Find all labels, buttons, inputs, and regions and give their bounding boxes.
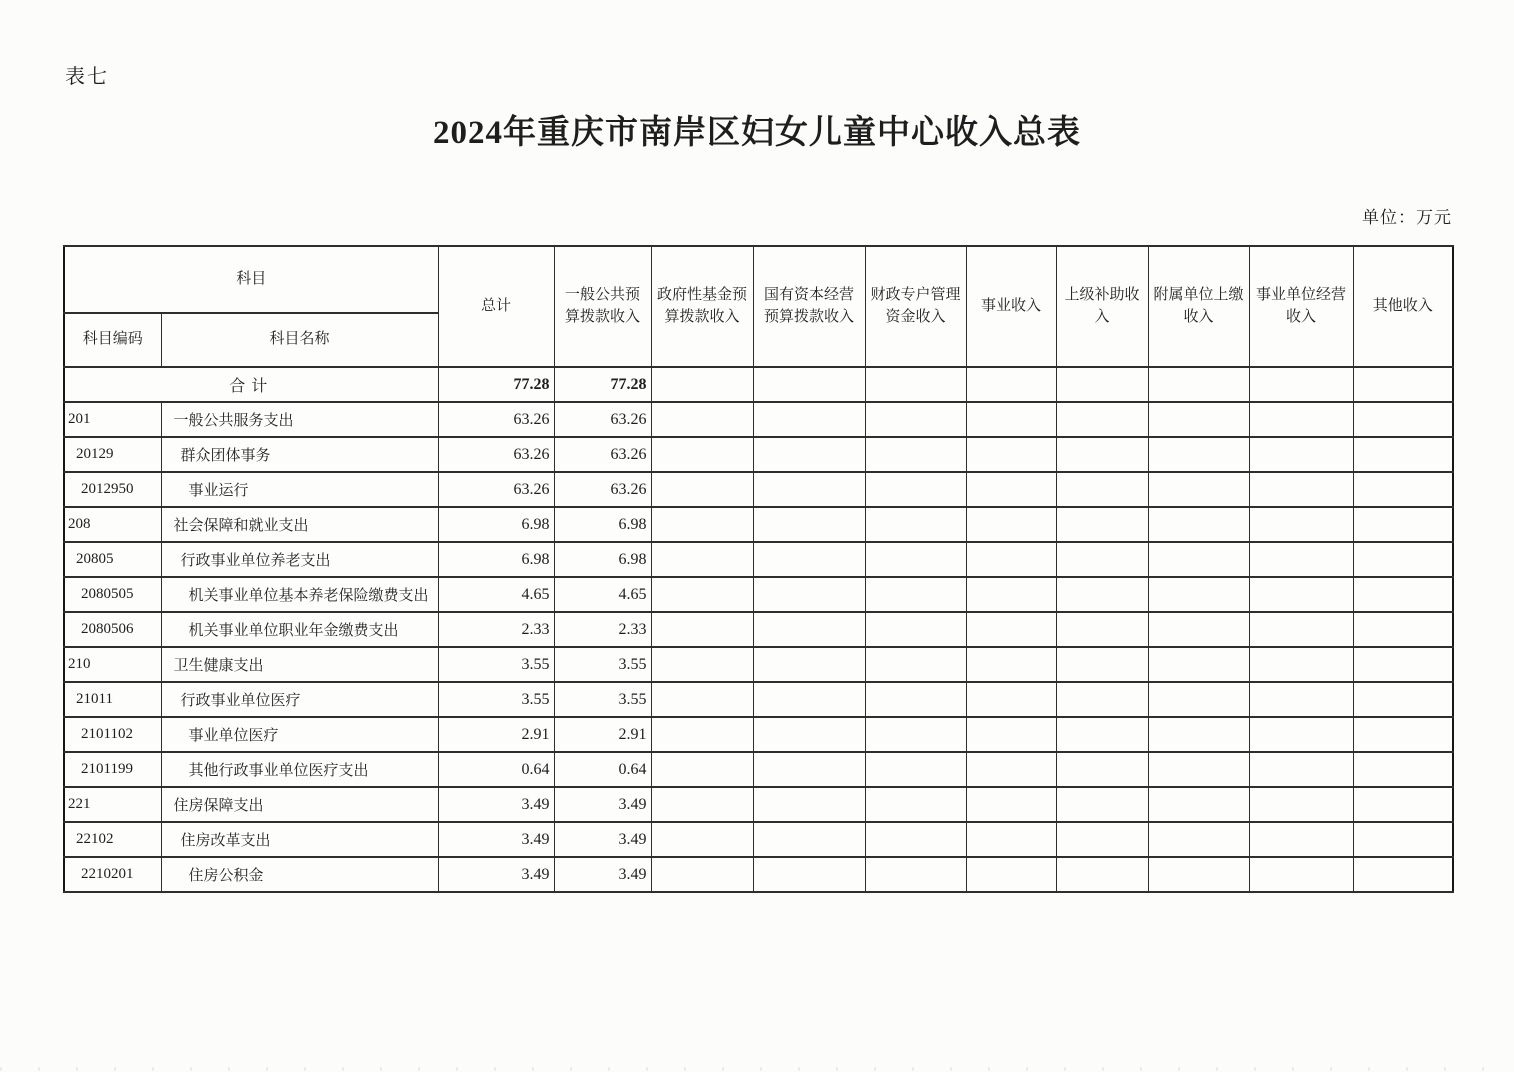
value-cell	[1056, 472, 1148, 507]
subject-code-cell: 210	[64, 647, 161, 682]
value-cell: 2.91	[554, 717, 651, 752]
header-col-state-capital: 国有资本经营预算拨款收入	[753, 246, 865, 367]
header-subject-group: 科目	[64, 246, 438, 313]
value-cell	[1148, 402, 1249, 437]
table-row	[64, 472, 1453, 507]
value-cell	[651, 577, 753, 612]
subject-name-cell: 机关事业单位职业年金缴费支出	[161, 612, 438, 647]
header-col-affiliated-units: 附属单位上缴收入	[1148, 246, 1249, 367]
value-cell	[1249, 647, 1353, 682]
value-cell	[1056, 752, 1148, 787]
subject-code-cell: 22102	[64, 822, 161, 857]
value-cell: 63.26	[554, 402, 651, 437]
value-cell	[1056, 822, 1148, 857]
value-cell	[753, 507, 865, 542]
value-cell	[1148, 507, 1249, 542]
value-cell	[966, 542, 1056, 577]
subject-name-cell: 住房改革支出	[161, 822, 438, 857]
value-cell	[753, 612, 865, 647]
table-row	[64, 717, 1453, 752]
value-cell	[1056, 437, 1148, 472]
value-cell	[1249, 577, 1353, 612]
value-cell	[966, 647, 1056, 682]
total-value-cell	[753, 367, 865, 402]
table-row	[64, 542, 1453, 577]
header-col-business-operating: 事业单位经营收入	[1249, 246, 1353, 367]
unit-note: 单位：万元	[1362, 208, 1452, 227]
value-cell	[1249, 857, 1353, 892]
total-value-cell	[1353, 367, 1453, 402]
value-cell	[753, 437, 865, 472]
value-cell	[651, 472, 753, 507]
value-cell: 6.98	[554, 507, 651, 542]
value-cell	[966, 437, 1056, 472]
value-cell	[865, 682, 966, 717]
value-cell	[1056, 787, 1148, 822]
value-cell	[1353, 542, 1453, 577]
value-cell	[865, 437, 966, 472]
value-cell	[966, 752, 1056, 787]
subject-name-cell: 机关事业单位基本养老保险缴费支出	[161, 577, 438, 612]
subject-code-cell: 208	[64, 507, 161, 542]
value-cell	[1056, 402, 1148, 437]
value-cell	[1148, 822, 1249, 857]
value-cell	[1249, 507, 1353, 542]
value-cell	[865, 787, 966, 822]
value-cell	[966, 507, 1056, 542]
value-cell	[651, 717, 753, 752]
value-cell: 3.55	[554, 682, 651, 717]
value-cell: 3.55	[438, 647, 554, 682]
value-cell	[1148, 717, 1249, 752]
value-cell	[966, 472, 1056, 507]
page-title: 2024年重庆市南岸区妇女儿童中心收入总表	[433, 115, 1081, 151]
value-cell	[1249, 437, 1353, 472]
value-cell	[753, 752, 865, 787]
value-cell	[1056, 507, 1148, 542]
subject-code-cell: 2101102	[64, 717, 161, 752]
value-cell	[966, 717, 1056, 752]
value-cell	[966, 682, 1056, 717]
value-cell	[1249, 717, 1353, 752]
value-cell	[1353, 717, 1453, 752]
header-col-fiscal-account: 财政专户管理资金收入	[865, 246, 966, 367]
value-cell	[1353, 752, 1453, 787]
value-cell	[1148, 577, 1249, 612]
value-cell: 3.49	[554, 857, 651, 892]
value-cell	[865, 577, 966, 612]
value-cell	[1353, 577, 1453, 612]
subject-name-cell: 群众团体事务	[161, 437, 438, 472]
header-subject-name: 科目名称	[161, 313, 438, 367]
value-cell: 6.98	[438, 507, 554, 542]
value-cell	[1148, 752, 1249, 787]
value-cell	[651, 787, 753, 822]
header-col-total: 总计	[438, 246, 554, 367]
table-body	[64, 367, 1453, 892]
value-cell	[753, 402, 865, 437]
table-total-row	[64, 367, 1453, 402]
value-cell	[865, 647, 966, 682]
subject-code-cell: 2012950	[64, 472, 161, 507]
subject-name-cell: 卫生健康支出	[161, 647, 438, 682]
value-cell	[966, 577, 1056, 612]
value-cell	[651, 612, 753, 647]
subject-name-cell: 事业运行	[161, 472, 438, 507]
value-cell	[1353, 472, 1453, 507]
value-cell: 3.49	[554, 822, 651, 857]
value-cell	[865, 822, 966, 857]
value-cell	[651, 752, 753, 787]
income-summary-table	[63, 245, 1454, 893]
table-row	[64, 752, 1453, 787]
subject-name-cell: 一般公共服务支出	[161, 402, 438, 437]
value-cell: 2.33	[554, 612, 651, 647]
header-col-other-income: 其他收入	[1353, 246, 1453, 367]
value-cell	[651, 857, 753, 892]
value-cell	[1353, 682, 1453, 717]
total-value-cell	[966, 367, 1056, 402]
value-cell	[753, 682, 865, 717]
value-cell	[865, 472, 966, 507]
value-cell: 63.26	[554, 437, 651, 472]
value-cell	[1249, 542, 1353, 577]
subject-code-cell: 2101199	[64, 752, 161, 787]
value-cell: 4.65	[438, 577, 554, 612]
value-cell	[651, 437, 753, 472]
subject-name-cell: 其他行政事业单位医疗支出	[161, 752, 438, 787]
value-cell	[1249, 682, 1353, 717]
value-cell: 63.26	[438, 437, 554, 472]
value-cell	[1148, 647, 1249, 682]
subject-code-cell: 2080505	[64, 577, 161, 612]
value-cell	[966, 857, 1056, 892]
total-value-cell	[1148, 367, 1249, 402]
value-cell: 0.64	[554, 752, 651, 787]
value-cell	[753, 717, 865, 752]
total-value-cell	[865, 367, 966, 402]
subject-code-cell: 20129	[64, 437, 161, 472]
value-cell	[1056, 682, 1148, 717]
scan-artifact	[0, 1067, 1514, 1071]
value-cell	[865, 402, 966, 437]
subject-code-cell: 221	[64, 787, 161, 822]
value-cell	[1353, 647, 1453, 682]
subject-code-cell: 201	[64, 402, 161, 437]
value-cell	[1249, 822, 1353, 857]
value-cell	[1056, 542, 1148, 577]
value-cell	[753, 822, 865, 857]
table-row	[64, 787, 1453, 822]
value-cell: 3.49	[438, 787, 554, 822]
value-cell: 63.26	[438, 402, 554, 437]
value-cell	[966, 787, 1056, 822]
total-value-cell	[1249, 367, 1353, 402]
table-row	[64, 822, 1453, 857]
value-cell	[1353, 857, 1453, 892]
subject-name-cell: 住房公积金	[161, 857, 438, 892]
table-row	[64, 682, 1453, 717]
value-cell	[1249, 472, 1353, 507]
value-cell: 0.64	[438, 752, 554, 787]
table-row	[64, 612, 1453, 647]
value-cell	[1353, 437, 1453, 472]
value-cell	[865, 612, 966, 647]
value-cell: 3.49	[438, 857, 554, 892]
value-cell	[966, 822, 1056, 857]
value-cell	[1249, 752, 1353, 787]
subject-name-cell: 行政事业单位养老支出	[161, 542, 438, 577]
value-cell	[865, 857, 966, 892]
value-cell: 6.98	[554, 542, 651, 577]
header-col-general-budget: 一般公共预算拨款收入	[554, 246, 651, 367]
value-cell	[753, 787, 865, 822]
value-cell	[1056, 857, 1148, 892]
subject-name-cell: 社会保障和就业支出	[161, 507, 438, 542]
subject-code-cell: 21011	[64, 682, 161, 717]
value-cell: 2.91	[438, 717, 554, 752]
total-value-cell: 77.28	[554, 367, 651, 402]
value-cell	[651, 507, 753, 542]
table-header	[64, 246, 1453, 367]
value-cell	[651, 682, 753, 717]
value-cell	[1148, 472, 1249, 507]
subject-name-cell: 事业单位医疗	[161, 717, 438, 752]
value-cell: 3.55	[438, 682, 554, 717]
value-cell	[1148, 682, 1249, 717]
header-subject-code: 科目编码	[64, 313, 161, 367]
header-col-operation-income: 事业收入	[966, 246, 1056, 367]
value-cell	[966, 402, 1056, 437]
value-cell: 3.49	[438, 822, 554, 857]
value-cell	[966, 612, 1056, 647]
value-cell: 3.49	[554, 787, 651, 822]
value-cell	[753, 857, 865, 892]
table-row	[64, 857, 1453, 892]
value-cell	[651, 647, 753, 682]
value-cell	[1056, 577, 1148, 612]
value-cell	[1249, 402, 1353, 437]
value-cell: 63.26	[554, 472, 651, 507]
value-cell	[865, 507, 966, 542]
value-cell	[1353, 612, 1453, 647]
table-row	[64, 647, 1453, 682]
subject-code-cell: 2080506	[64, 612, 161, 647]
value-cell	[1353, 507, 1453, 542]
total-value-cell	[651, 367, 753, 402]
value-cell	[1148, 542, 1249, 577]
header-col-superior-subsidy: 上级补助收入	[1056, 246, 1148, 367]
table-row	[64, 577, 1453, 612]
value-cell	[1148, 787, 1249, 822]
value-cell	[865, 752, 966, 787]
table-row	[64, 437, 1453, 472]
subject-name-cell: 行政事业单位医疗	[161, 682, 438, 717]
value-cell	[753, 542, 865, 577]
value-cell	[1353, 822, 1453, 857]
value-cell	[1353, 787, 1453, 822]
value-cell	[1148, 857, 1249, 892]
header-col-govt-fund: 政府性基金预算拨款收入	[651, 246, 753, 367]
value-cell	[651, 402, 753, 437]
value-cell: 63.26	[438, 472, 554, 507]
value-cell: 3.55	[554, 647, 651, 682]
total-label-cell: 合计	[64, 367, 438, 402]
value-cell: 6.98	[438, 542, 554, 577]
value-cell: 2.33	[438, 612, 554, 647]
value-cell	[1249, 787, 1353, 822]
value-cell	[1056, 717, 1148, 752]
subject-code-cell: 2210201	[64, 857, 161, 892]
subject-name-cell: 住房保障支出	[161, 787, 438, 822]
value-cell	[1056, 647, 1148, 682]
value-cell	[651, 542, 753, 577]
value-cell	[1353, 402, 1453, 437]
value-cell	[1148, 612, 1249, 647]
subject-code-cell: 20805	[64, 542, 161, 577]
value-cell: 4.65	[554, 577, 651, 612]
value-cell	[865, 717, 966, 752]
value-cell	[865, 542, 966, 577]
total-value-cell: 77.28	[438, 367, 554, 402]
value-cell	[753, 472, 865, 507]
value-cell	[1148, 437, 1249, 472]
total-value-cell	[1056, 367, 1148, 402]
sheet-label: 表七	[65, 66, 109, 88]
value-cell	[753, 577, 865, 612]
value-cell	[1056, 612, 1148, 647]
table-row	[64, 402, 1453, 437]
value-cell	[1249, 612, 1353, 647]
table-row	[64, 507, 1453, 542]
value-cell	[651, 822, 753, 857]
value-cell	[753, 647, 865, 682]
